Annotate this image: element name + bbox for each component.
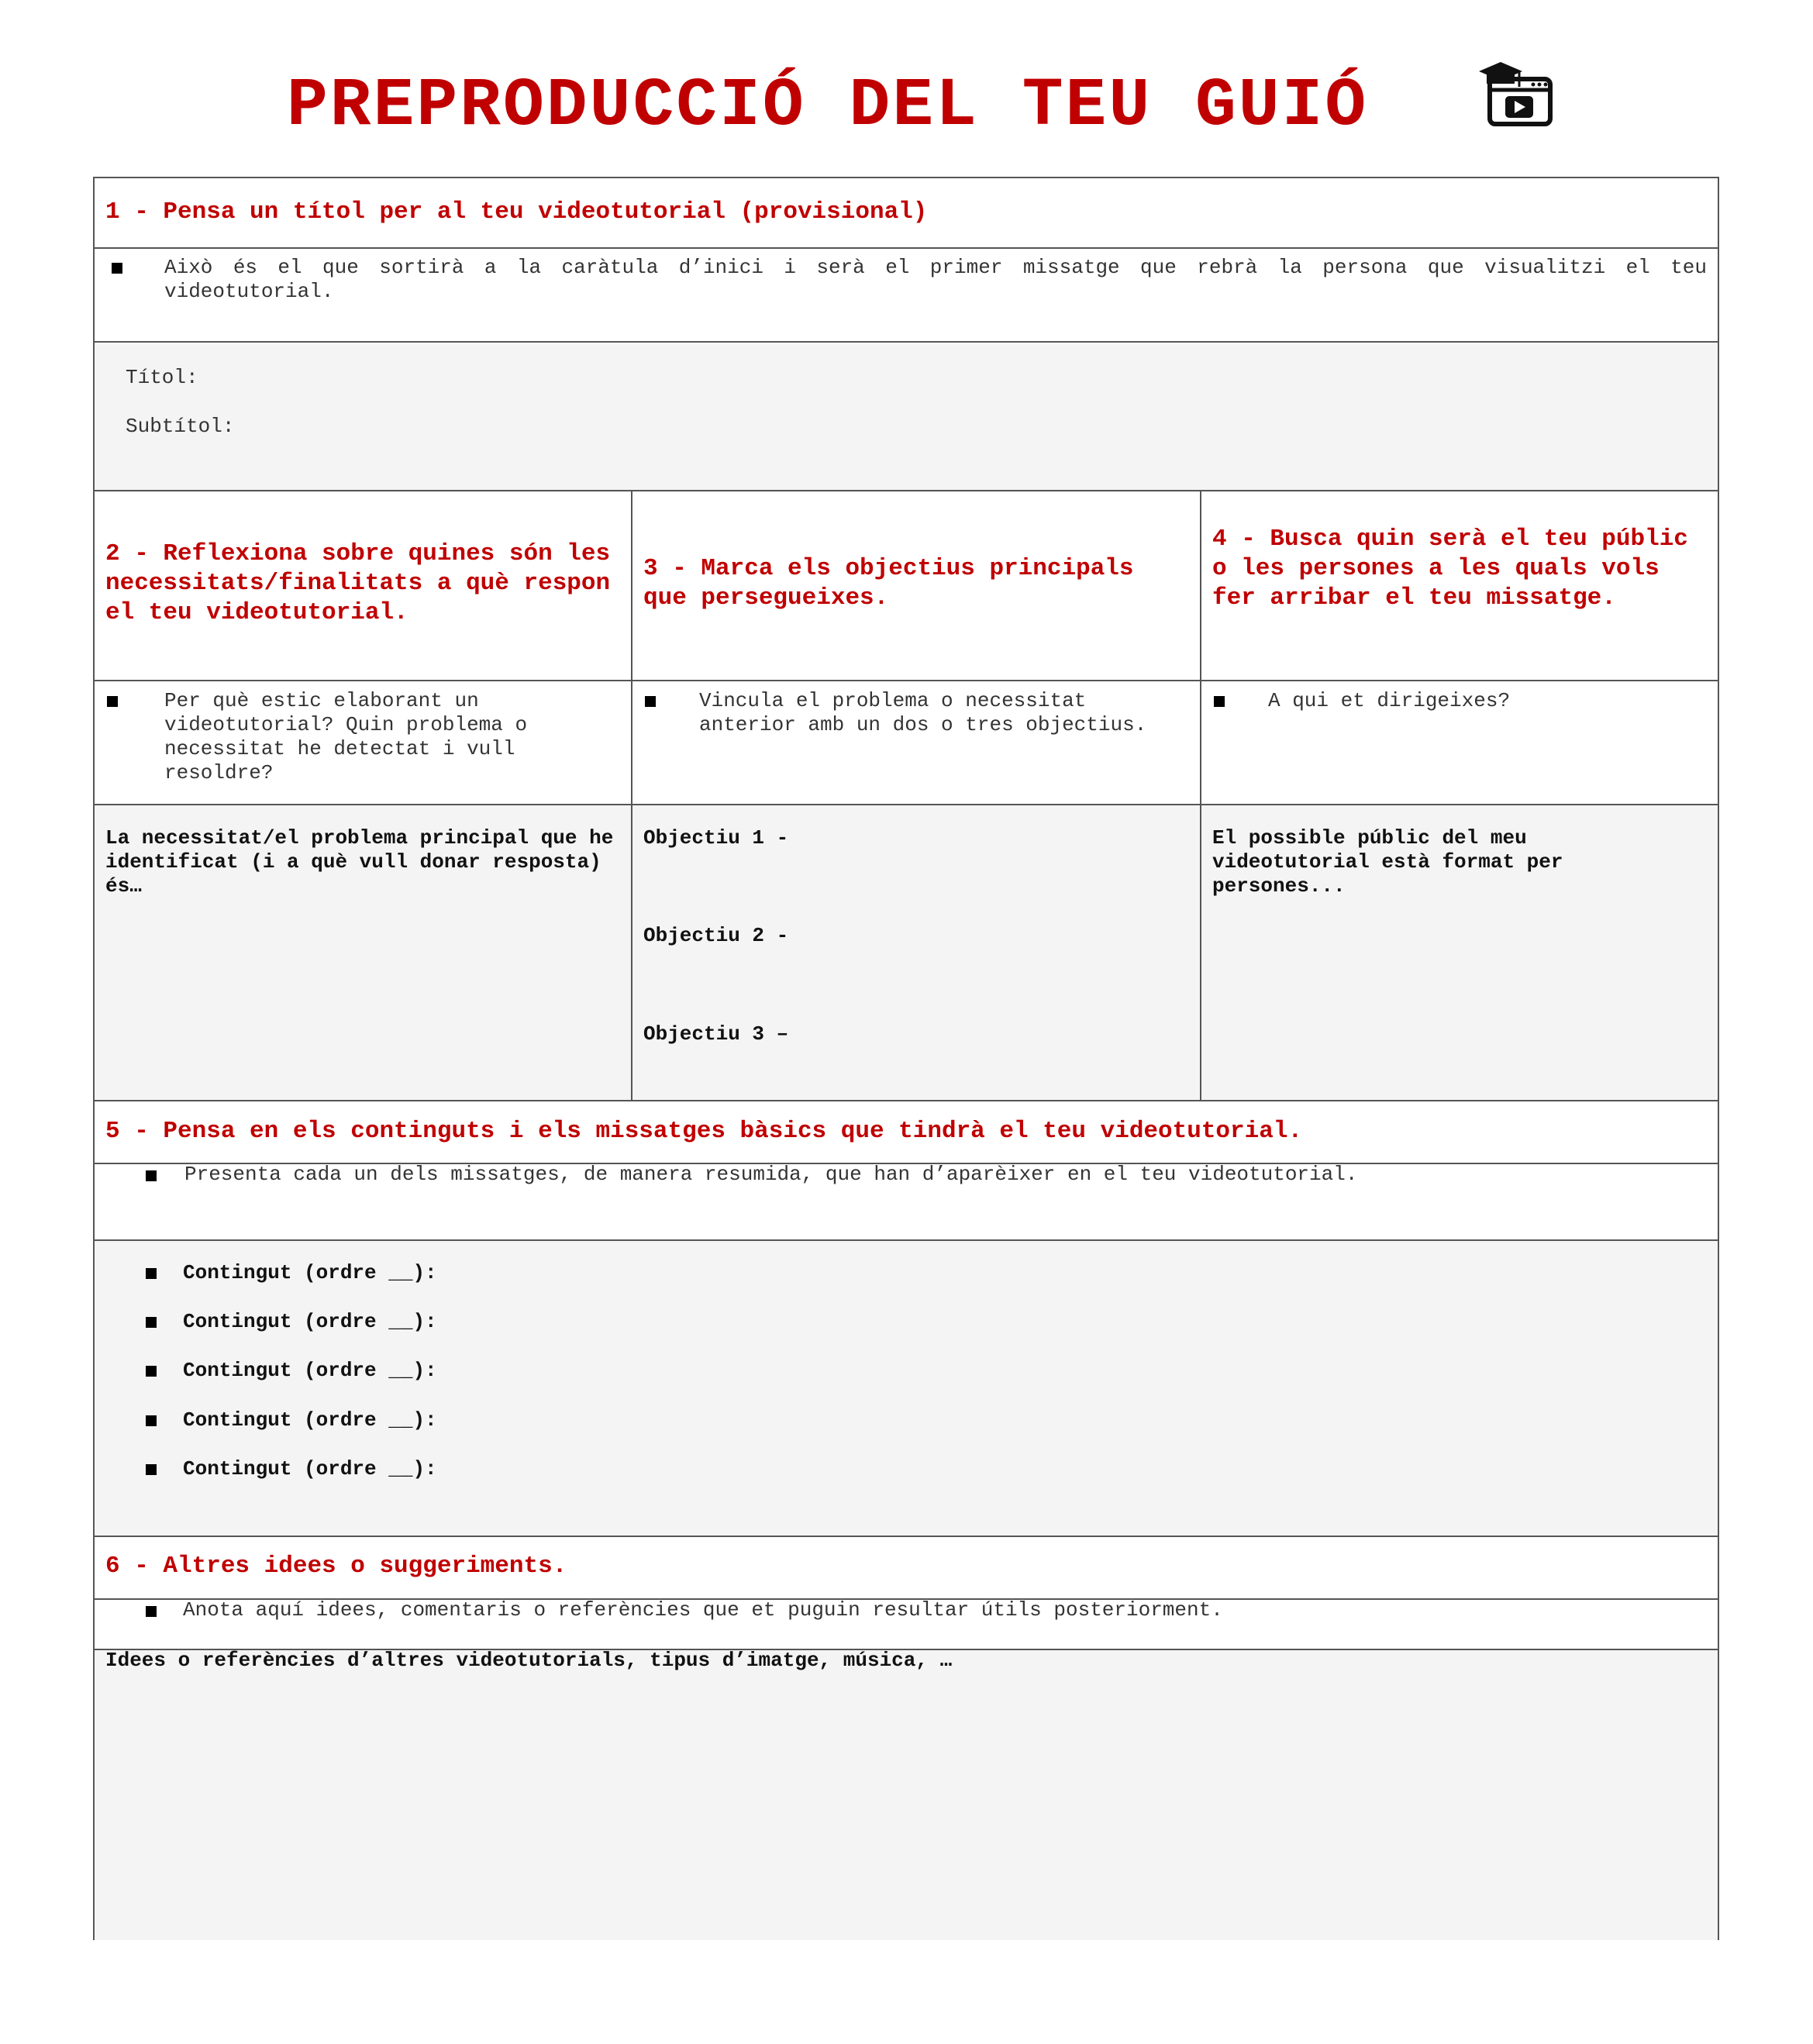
graduation-cap-video-icon <box>1470 54 1555 132</box>
row-divider <box>95 341 1718 343</box>
subtitle-label: Subtítol: <box>126 415 235 438</box>
row-divider <box>95 804 1718 805</box>
section4-heading: 4 - Busca quin serà el teu públic o les persones a les quals vols fer arribar el teu missatge. <box>1212 526 1688 612</box>
content-item: Contingut (ordre __): <box>183 1359 437 1382</box>
section1-heading: 1 - Pensa un títol per al teu videotutorial (provisional) <box>105 198 928 226</box>
bullet-icon <box>1214 696 1225 707</box>
form-table <box>93 177 1719 1940</box>
ideas-prompt: Idees o referències d’altres videotutorials, tipus d’imatge, música, … <box>105 1649 953 1672</box>
content-item: Contingut (ordre __): <box>183 1408 437 1432</box>
bullet-icon <box>146 1268 157 1279</box>
section2-note: Per què estic elaborant un videotutorial? Quin problema o necessitat he detectat i vull resoldre? <box>164 689 528 784</box>
section6-heading: 6 - Altres idees o suggeriments. <box>105 1553 567 1580</box>
objective-item: Objectiu 1 - <box>643 826 789 850</box>
bullet-icon <box>146 1366 157 1377</box>
bullet-icon <box>146 1317 157 1328</box>
section5-note: Presenta cada un dels missatges, de manera resumida, que han d’aparèixer en el teu videotutorial. <box>184 1163 1358 1186</box>
needs-prompt: La necessitat/el problema principal que he identificat (i a què vull donar resposta) és… <box>105 826 614 898</box>
content-item: Contingut (ordre __): <box>183 1261 437 1284</box>
content-item: Contingut (ordre __): <box>183 1457 437 1480</box>
section6-note: Anota aquí idees, comentaris o referències que et puguin resultar útils posteriorment. <box>183 1598 1223 1622</box>
page-title: PREPRODUCCIÓ DEL TEU GUIÓ <box>287 68 1369 145</box>
section3-note: Vincula el problema o necessitat anterior amb un dos o tres objectius. <box>699 689 1147 736</box>
contents-area <box>95 1241 1718 1537</box>
bullet-icon <box>146 1464 157 1475</box>
row-divider <box>95 490 1718 491</box>
page-title-wrap <box>287 68 1368 146</box>
section1-note: Això és el que sortirà a la caràtula d’inici i serà el primer missatge que rebrà la persona que visualitzi el teu videotutorial. <box>164 256 1707 303</box>
bullet-icon <box>146 1415 157 1426</box>
title-label: Títol: <box>126 366 198 389</box>
ideas-area <box>95 1650 1718 1940</box>
section3-heading: 3 - Marca els objectius principals que persegueixes. <box>643 555 1134 612</box>
objective-item: Objectiu 3 – <box>643 1022 789 1046</box>
bullet-icon <box>146 1170 157 1181</box>
row-divider <box>95 247 1718 249</box>
row-divider <box>95 680 1718 681</box>
bullet-icon <box>645 696 656 707</box>
column-divider <box>631 490 632 1101</box>
column-divider <box>1200 490 1201 1101</box>
row-divider <box>95 1536 1718 1537</box>
section2-heading: 2 - Reflexiona sobre quines són les necessitats/finalitats a què respon el teu videotutorial. <box>105 540 611 626</box>
section5-heading: 5 - Pensa en els continguts i els missatges bàsics que tindrà el teu videotutorial. <box>105 1118 1303 1145</box>
bullet-icon <box>107 696 118 707</box>
row-divider <box>95 1100 1718 1101</box>
row-divider <box>95 1239 1718 1241</box>
bullet-icon <box>112 263 122 274</box>
bullet-icon <box>146 1606 157 1617</box>
title-area <box>95 344 1718 493</box>
section4-note: A qui et dirigeixes? <box>1268 689 1511 712</box>
audience-prompt: El possible públic del meu videotutorial està format per persones... <box>1212 826 1563 898</box>
objective-item: Objectiu 2 - <box>643 924 789 947</box>
content-item: Contingut (ordre __): <box>183 1310 437 1333</box>
